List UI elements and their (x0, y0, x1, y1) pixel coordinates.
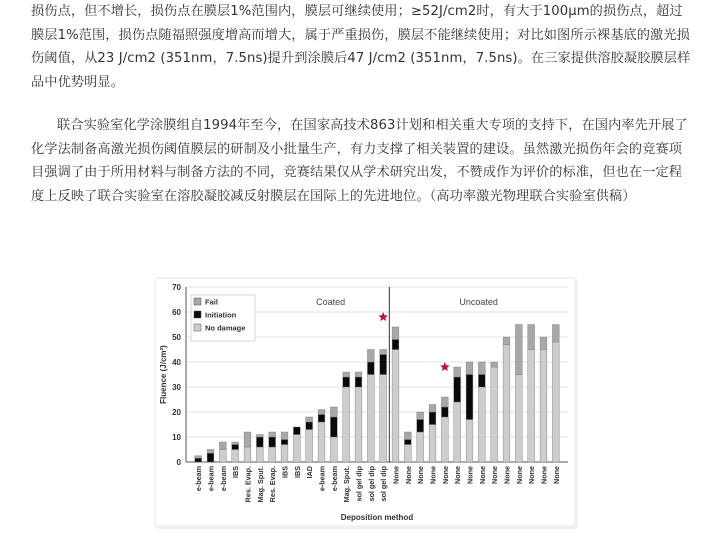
legend-swatch (194, 298, 201, 305)
bar-segment-fail (528, 325, 535, 350)
bar-segment-no-damage (429, 425, 436, 463)
y-tick-label: 40 (172, 358, 181, 367)
bar-segment-fail (540, 337, 547, 350)
legend-label: Initiation (205, 310, 237, 320)
bar-segment-fail (281, 432, 288, 440)
bar-segment-initiation (417, 420, 424, 433)
bar-segment-no-damage (417, 432, 424, 462)
x-tick-label: sol gel dip (354, 466, 364, 502)
panel-title-coated: Coated (316, 297, 346, 307)
bar-segment-no-damage (392, 350, 399, 463)
x-tick-label: IBS (280, 466, 290, 478)
bar-segment-initiation (404, 440, 411, 445)
bar-segment-no-damage (293, 435, 300, 463)
bar-segment-fail (219, 442, 226, 450)
y-tick-label: 20 (172, 408, 181, 417)
bar-segment-fail (552, 325, 559, 343)
bar-segment-fail (355, 372, 362, 377)
legend-label: Fail (205, 297, 218, 307)
legend-label: No damage (205, 323, 246, 333)
bar-segment-no-damage (367, 375, 374, 463)
bar-segment-no-damage (441, 417, 448, 462)
bar-segment-fail (343, 372, 350, 377)
bar-segment-initiation (380, 355, 387, 375)
x-tick-label: None (539, 466, 549, 484)
bar-segment-no-damage (540, 350, 547, 463)
bar-segment-initiation (355, 377, 362, 387)
bar-segment-fail (404, 432, 411, 440)
bar-segment-no-damage (454, 402, 461, 462)
bar-segment-no-damage (244, 447, 251, 462)
bar-segment-fail (503, 337, 510, 345)
legend-swatch (194, 311, 201, 318)
bar-segment-initiation (269, 437, 276, 447)
y-tick-label: 0 (176, 458, 181, 467)
bar-segment-initiation (343, 377, 350, 387)
bar-segment-no-damage (219, 450, 226, 463)
x-tick-label: None (403, 466, 413, 484)
bar-segment-initiation (466, 375, 473, 420)
x-tick-label: e-beam (206, 466, 216, 492)
x-tick-label: IBS (231, 466, 241, 478)
panel-title-uncoated: Uncoated (459, 297, 498, 307)
bar-segment-no-damage (306, 430, 313, 463)
x-tick-label: IAD (305, 466, 315, 479)
x-tick-label: e-beam (218, 466, 228, 492)
bar-segment-initiation (256, 437, 263, 447)
x-axis-title: Deposition method (340, 513, 414, 522)
bar-segment-no-damage (552, 342, 559, 462)
x-tick-label: sol gel dip (379, 466, 389, 502)
bar-segment-no-damage (318, 422, 325, 462)
x-tick-label: Res. Evap. (268, 466, 278, 503)
y-tick-label: 30 (172, 383, 181, 392)
x-tick-label: None (502, 466, 512, 484)
bar-segment-initiation (281, 440, 288, 445)
bar-segment-initiation (454, 377, 461, 402)
paragraph-2: 联合实验室化学涂膜组自1994年至今，在国家高技术863计划和相关重大专项的支持下，在国内率先开展了化学法制备高激光损伤阈值膜层的研制及小批量生产，有力支撑了相关装置的建设。虽然激光损伤年会的竞赛项目强调了由于所用材料与制备方法的不同，竞赛结果仅从学术研究出发，不赞成作为评价的标准，但也在一定程度上反映了联合实验室在溶胶凝胶减反射膜层在国际上的先进地位。（高功率激光物理联合实验室供稿） (31, 118, 688, 204)
x-tick-label: None (428, 466, 438, 484)
x-tick-label: Res. Evap. (243, 466, 253, 503)
legend-swatch (194, 324, 201, 331)
bar-segment-fail (244, 432, 251, 447)
y-tick-label: 70 (172, 283, 181, 292)
x-tick-label: None (527, 466, 537, 484)
bar-segment-no-damage (404, 445, 411, 463)
bar-segment-initiation (392, 340, 399, 350)
x-tick-label: None (490, 466, 500, 484)
x-tick-label: None (391, 466, 401, 484)
x-tick-label: e-beam (329, 466, 339, 492)
damage-threshold-chart (156, 279, 574, 525)
bar-segment-fail (491, 362, 498, 367)
bar-segment-no-damage (515, 375, 522, 463)
bar-segment-no-damage (330, 437, 337, 462)
x-tick-label: e-beam (194, 466, 204, 492)
x-tick-label: None (477, 466, 487, 484)
bar-segment-initiation (318, 415, 325, 423)
x-tick-label: None (453, 466, 463, 484)
bar-segment-no-damage (269, 447, 276, 462)
bar-segment-initiation (478, 375, 485, 388)
bar-segment-no-damage (232, 450, 239, 463)
bar-segment-fail (478, 362, 485, 375)
paragraph-1: 损伤点，但不增长，损伤点在膜层1%范围内，膜层可继续使用；≥52J/cm2时，有大于100μm的损伤点，超过膜层1%范围，损伤点随福照强度增高而增大，属于严重损伤，膜层不能继续使用；对比如图所示裸基底的激光损伤阈值，从23 J/cm2 (351nm，7.5ns)提升到涂膜后47 J/cm2 (351nm，7.5ns)。在三家提供溶胶凝胶膜层样品中优势明显。 (31, 4, 691, 90)
x-tick-label: None (465, 466, 475, 484)
bar-segment-fail (417, 412, 424, 420)
x-tick-label: None (551, 466, 561, 484)
bar-segment-no-damage (343, 387, 350, 462)
bar-segment-initiation (207, 453, 214, 462)
bar-segment-fail (269, 432, 276, 437)
bar-segment-fail (441, 397, 448, 407)
bar-segment-fail (515, 325, 522, 375)
bar-segment-fail (330, 407, 337, 417)
bar-segment-initiation (441, 407, 448, 417)
x-tick-label: None (416, 466, 426, 484)
bar-segment-no-damage (503, 345, 510, 463)
bar-segment-fail (318, 410, 325, 415)
y-tick-label: 10 (172, 433, 181, 442)
bar-segment-fail (454, 367, 461, 377)
x-tick-label: e-beam (317, 466, 327, 492)
y-tick-label: 60 (172, 308, 181, 317)
bar-segment-fail (306, 417, 313, 422)
bar-segment-initiation (429, 412, 436, 425)
bar-segment-no-damage (355, 387, 362, 462)
bar-segment-initiation (195, 458, 202, 462)
x-tick-label: sol gel dip (366, 466, 376, 502)
bar-segment-fail (466, 362, 473, 375)
bar-segment-no-damage (478, 387, 485, 462)
bar-segment-fail (392, 327, 399, 340)
bar-segment-fail (367, 350, 374, 363)
bar-segment-fail (195, 456, 202, 459)
x-tick-label: Mag. Sput. (342, 466, 352, 503)
bar-segment-fail (380, 350, 387, 355)
bar-segment-fail (429, 405, 436, 413)
bar-segment-fail (232, 442, 239, 445)
bar-segment-fail (207, 450, 214, 454)
x-tick-label: Mag. Sput. (255, 466, 265, 503)
bar-segment-no-damage (491, 367, 498, 462)
x-tick-label: IBS (292, 466, 302, 478)
bar-segment-initiation (232, 445, 239, 450)
bar-segment-no-damage (380, 375, 387, 463)
bar-segment-no-damage (256, 447, 263, 462)
y-tick-label: 50 (172, 333, 181, 342)
bar-segment-initiation (367, 362, 374, 375)
bar-segment-initiation (306, 422, 313, 430)
bar-segment-initiation (293, 427, 300, 435)
bar-segment-initiation (330, 417, 337, 437)
y-axis-title: Fluence (J/cm²) (159, 345, 168, 404)
x-tick-label: None (514, 466, 524, 484)
x-tick-label: None (440, 466, 450, 484)
bar-segment-no-damage (466, 420, 473, 463)
bar-segment-fail (256, 435, 263, 438)
bar-segment-no-damage (281, 445, 288, 463)
bar-segment-no-damage (528, 350, 535, 463)
